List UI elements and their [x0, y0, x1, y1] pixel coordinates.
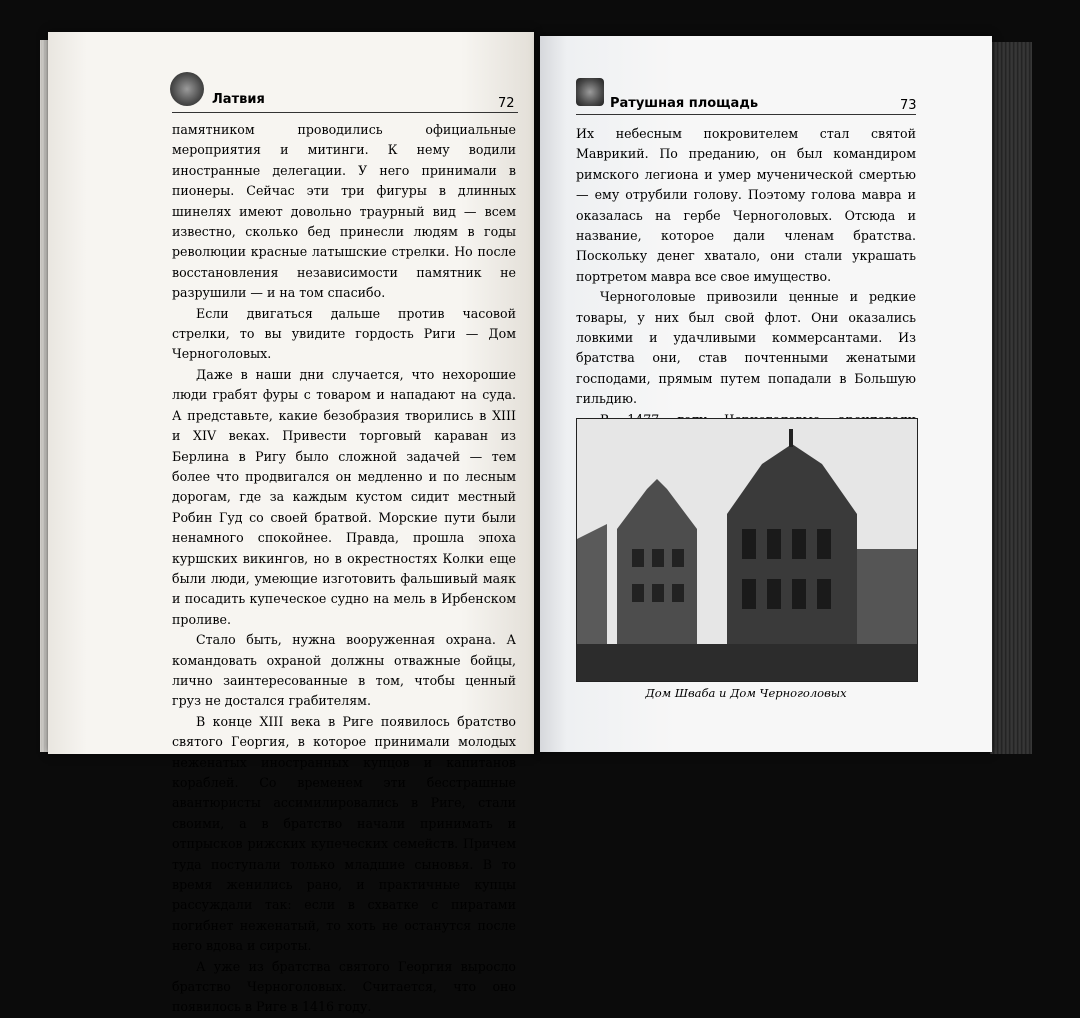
left-page-number: 72: [498, 96, 515, 111]
left-text-block: [172, 120, 516, 1018]
right-header-rule: [576, 114, 916, 115]
town-hall-emblem-icon: [576, 78, 604, 106]
right-page-edges: [990, 42, 1032, 754]
right-paragraph-1: Их небесным покровителем стал святой Маврикий. По преданию, он был командиром римского легиона и умер мученической смертью — ему отрубили голову. Поэтому голова мавра и оказалась на гербе Черноголовых. Отсюда и название, которое дали членам братства. Поскольку денег хватало, они стали украшать портретом мавра все свое имущество.: [576, 126, 916, 284]
left-paragraph-5: В конце XIII века в Риге появилось братство святого Георгия, в которое принимали молодых неженатых иностранных купцов и капитанов кораблей. Со временем эти бесстрашные авантюристы ассимилировались в Риге, стали своими, а в братство начали принимать и отпрысков рижских купеческих семейств. Причем туда поступали только младшие сыновья. В то время женились рано, и практичные купцы рассуждали так: если в схватке с пиратами погибнет неженатый, то хоть не останутся после него вдова и сироты.: [172, 713, 516, 954]
left-paragraph-3: Даже в наши дни случается, что нехорошие люди грабят фуры с товаром и нападают на суда. А представьте, какие безобразия творились в XIII и XIV веках. Привести торговый караван из Берлина в Ригу было сложной задачей — тем более что продвигался он медленно и по лесным дорогам, где за каждым кустом сидит местный Робин Гуд со своей братвой. Морские пути были ненамного спокойнее. Правда, прошла эпоха куршских викингов, но в окрестностях Колки еще были люди, умеющие изготовить фальшивый маяк и посадить купеческое судно на мель в Ирбенском проливе.: [172, 366, 516, 627]
right-page-number: 73: [900, 98, 917, 113]
left-paragraph-2: Если двигаться дальше против часовой стрелки, то вы увидите гордость Риги — Дом Черноголовых.: [172, 305, 516, 362]
left-paragraph-1: памятником проводились официальные мероприятия и митинги. К нему водили иностранные делегации. У него принимали в пионеры. Сейчас эти три фигуры в длинных шинелях имеют довольно траурный вид — всем известно, сколько бед принесли людям в годы революции красные латышские стрелки. Но после восстановления независимости памятник не разрушили — и на том спасибо.: [172, 122, 516, 301]
photo-caption: Дом Шваба и Дом Черноголовых: [645, 686, 847, 700]
left-paragraph-4: Стало быть, нужна вооруженная охрана. А командовать охраной должны отважные бойцы, лично заинтересованные в том, чтобы ценный груз не достался грабителям.: [172, 632, 516, 709]
left-paragraph-6: А уже из братства святого Георгия выросло братство Черноголовых. Считается, что оно появилось в Риге в 1416 году.: [172, 958, 516, 1015]
building-illustration: [577, 419, 917, 681]
left-header-rule: [172, 112, 518, 113]
house-of-blackheads-photo: [576, 418, 918, 682]
latvia-emblem-icon: [170, 72, 204, 106]
right-paragraph-2: Черноголовые привозили ценные и редкие товары, у них был свой флот. Они оказались ловкими и удачливыми коммерсантами. Из братства они, став почтенными женатыми господами, прямым путем попадали в Большую гильдию.: [576, 289, 916, 407]
left-running-head: Латвия: [212, 92, 265, 107]
right-running-head: Ратушная площадь: [610, 96, 759, 111]
